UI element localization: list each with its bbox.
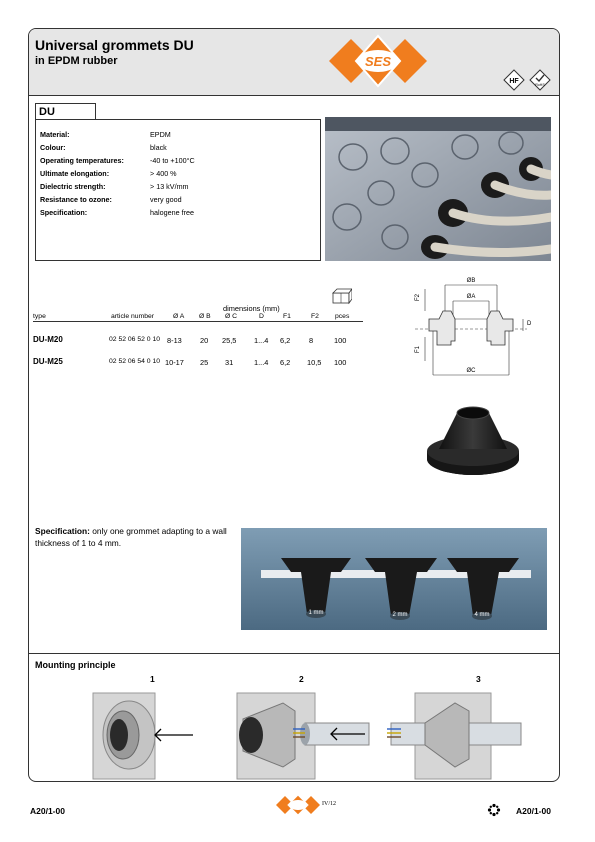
dim-a-label: ØA xyxy=(466,294,476,300)
col-header-f1: F1 xyxy=(283,313,291,320)
table-cell-f1: 6,2 xyxy=(280,336,291,345)
col-header-d: D xyxy=(259,313,264,320)
specification-text: only one grommet adapting to a wall thickness of 1 to 4 mm. xyxy=(35,526,227,548)
mounting-step-1-label: 1 xyxy=(150,674,155,684)
specification-label: Specification: xyxy=(35,526,90,536)
col-header-f2: F2 xyxy=(311,313,319,320)
mounting-step-3-illustration xyxy=(385,689,525,781)
dimensions-caption: dimensions (mm) xyxy=(223,304,280,313)
table-cell-f2: 10,5 xyxy=(307,358,322,367)
wall-label-4mm: 4 mm xyxy=(474,612,490,618)
panel-photo xyxy=(325,117,551,261)
section-divider xyxy=(29,653,559,654)
specification-text-block xyxy=(35,525,235,549)
svg-text:RoHS: RoHS xyxy=(535,83,545,87)
prop-value: halogene free xyxy=(150,208,194,217)
table-cell-pces: 100 xyxy=(334,336,347,345)
mounting-title: Mounting principle xyxy=(35,660,116,670)
mounting-step-1-illustration xyxy=(89,689,195,781)
product-code-tab: DU xyxy=(35,103,96,120)
table-cell-a: 8-13 xyxy=(167,336,182,345)
dim-c-label: ØC xyxy=(466,368,476,374)
table-cell-type: DU-M20 xyxy=(33,335,63,344)
table-cell-f1: 6,2 xyxy=(280,358,291,367)
table-cell-type: DU-M25 xyxy=(33,357,63,366)
ses-logo-text: SES xyxy=(364,54,392,69)
ses-logo xyxy=(329,33,427,89)
dim-f2-label: F2 xyxy=(415,293,421,301)
prop-value: very good xyxy=(150,195,182,204)
dim-f1-label: F1 xyxy=(415,345,421,353)
dim-b-label: ØB xyxy=(466,278,476,284)
table-cell-pces: 100 xyxy=(334,358,347,367)
page-subtitle: in EPDM rubber xyxy=(35,55,118,67)
wall-label-2mm: 2 mm xyxy=(392,612,408,618)
prop-value: black xyxy=(150,143,167,152)
page-frame xyxy=(28,28,560,782)
table-cell-c: 25,5 xyxy=(222,336,237,345)
prop-value: EPDM xyxy=(150,130,171,139)
mounting-step-2-illustration xyxy=(233,689,373,781)
table-cell-f2: 8 xyxy=(309,336,314,345)
footer-ses-logo xyxy=(276,794,320,816)
table-cell-a: 10-17 xyxy=(165,358,184,367)
col-header-article: article number xyxy=(111,313,155,320)
prop-label: Material: xyxy=(40,130,70,139)
svg-text:HF: HF xyxy=(509,78,519,85)
wall-label-1mm: 1 mm xyxy=(308,610,324,616)
prop-label: Ultimate elongation: xyxy=(40,169,110,178)
table-cell-d: 1...4 xyxy=(254,358,269,367)
dim-d-label: D xyxy=(527,321,531,327)
table-header-rule xyxy=(33,321,363,322)
col-header-a: Ø A xyxy=(173,313,185,320)
col-header-b: Ø B xyxy=(199,313,211,320)
prop-label: Colour: xyxy=(40,143,66,152)
halogen-free-badge xyxy=(503,69,525,91)
grommet-3d-image xyxy=(423,395,523,479)
table-cell-article: 02 52 06 52 0 10 xyxy=(109,336,161,343)
flower-symbol-icon xyxy=(487,803,501,817)
mounting-step-3-label: 3 xyxy=(476,674,481,684)
table-cell-b: 25 xyxy=(200,358,209,367)
prop-label: Dielectric strength: xyxy=(40,182,106,191)
col-header-type: type xyxy=(33,313,46,320)
properties-box xyxy=(35,119,321,261)
table-cell-d: 1...4 xyxy=(254,336,269,345)
rohs-badge xyxy=(529,69,551,91)
technical-drawing xyxy=(411,271,531,377)
table-cell-b: 20 xyxy=(200,336,209,345)
prop-label: Operating temperatures: xyxy=(40,156,124,165)
footer-left-code: A20/1-00 xyxy=(30,806,65,816)
page-title: Universal grommets DU xyxy=(35,37,194,53)
wall-thickness-photo xyxy=(241,528,547,630)
prop-label: Specification: xyxy=(40,208,88,217)
package-box-icon xyxy=(332,287,352,305)
col-header-pces: pces xyxy=(335,313,350,320)
col-header-c: Ø C xyxy=(225,313,238,320)
page-header xyxy=(29,29,559,96)
footer-right-code: A20/1-00 xyxy=(516,806,551,816)
mounting-step-2-label: 2 xyxy=(299,674,304,684)
prop-value: -40 to +100°C xyxy=(150,156,195,165)
table-cell-c: 31 xyxy=(225,358,234,367)
prop-value: > 13 kV/mm xyxy=(150,182,189,191)
prop-label: Resistance to ozone: xyxy=(40,195,112,204)
footer-page-ref: IV/12 xyxy=(322,801,336,807)
table-cell-article: 02 52 06 54 0 10 xyxy=(109,358,161,365)
prop-value: > 400 % xyxy=(150,169,177,178)
